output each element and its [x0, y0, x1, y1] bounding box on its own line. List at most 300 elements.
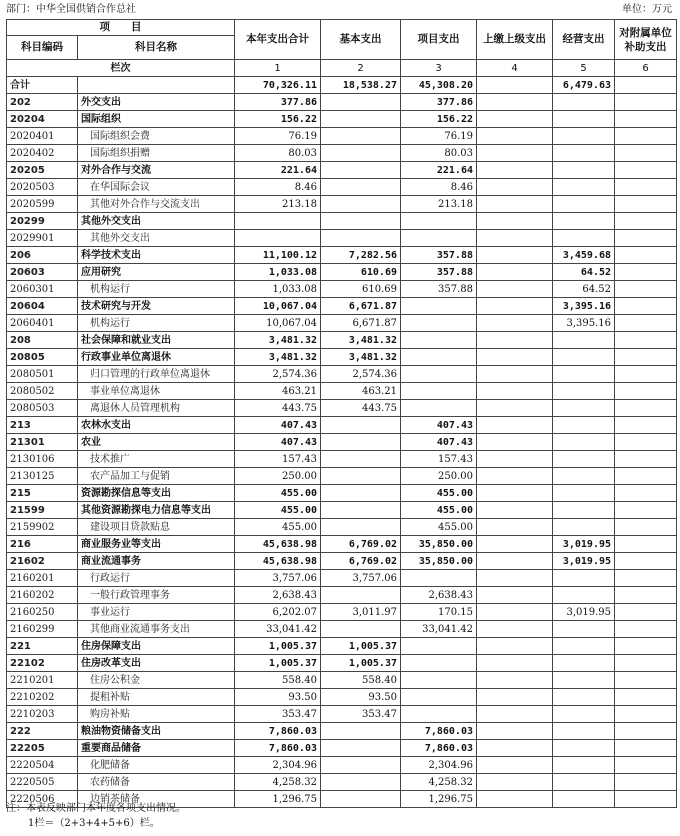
subject-code-cell: 2020503 — [7, 179, 78, 196]
index-cell: 2 — [321, 60, 401, 77]
project-cell: 2,638.43 — [401, 587, 477, 604]
index-cell: 6 — [615, 60, 677, 77]
business-header: 经营支出 — [553, 20, 615, 60]
table-body — [7, 77, 677, 808]
subject-code-cell: 20604 — [7, 298, 78, 315]
subject-code-cell: 2220506 — [7, 791, 78, 808]
total-cell: 4,258.32 — [235, 774, 321, 791]
business-cell: 3,019.95 — [553, 553, 615, 570]
basic-cell: 6,671.87 — [321, 298, 401, 315]
subject-code-cell: 2080503 — [7, 400, 78, 417]
table-row — [7, 247, 677, 264]
upper-cell — [477, 349, 553, 366]
table-row — [7, 264, 677, 281]
total-cell: 2,304.96 — [235, 757, 321, 774]
upper-cell — [477, 757, 553, 774]
subject-name-cell: 在华国际会议 — [78, 179, 235, 196]
table-row — [7, 196, 677, 213]
subsidy-cell — [615, 740, 677, 757]
subject-name-cell: 其他对外合作与交流支出 — [78, 196, 235, 213]
total-cell: 250.00 — [235, 468, 321, 485]
table-row — [7, 230, 677, 247]
business-cell — [553, 128, 615, 145]
project-cell: 250.00 — [401, 468, 477, 485]
total-cell: 3,481.32 — [235, 349, 321, 366]
upper-cell — [477, 621, 553, 638]
basic-cell — [321, 417, 401, 434]
table-row — [7, 281, 677, 298]
total-cell: 10,067.04 — [235, 315, 321, 332]
project-cell: 1,296.75 — [401, 791, 477, 808]
upper-cell — [477, 723, 553, 740]
business-cell — [553, 332, 615, 349]
project-cell: 33,041.42 — [401, 621, 477, 638]
subject-name-cell: 商业流通事务 — [78, 553, 235, 570]
subject-code-cell: 2159902 — [7, 519, 78, 536]
name-header: 科目名称 — [78, 36, 235, 60]
basic-cell — [321, 757, 401, 774]
subject-name-cell: 一般行政管理事务 — [78, 587, 235, 604]
basic-cell — [321, 468, 401, 485]
subject-name-cell: 建设项目贷款贴息 — [78, 519, 235, 536]
upper-cell — [477, 451, 553, 468]
basic-cell — [321, 791, 401, 808]
project-cell: 357.88 — [401, 281, 477, 298]
subject-code-cell: 21599 — [7, 502, 78, 519]
business-cell: 64.52 — [553, 281, 615, 298]
subject-code-cell: 20805 — [7, 349, 78, 366]
business-cell — [553, 638, 615, 655]
business-cell — [553, 145, 615, 162]
subsidy-cell — [615, 774, 677, 791]
subject-name-cell: 归口管理的行政单位离退休 — [78, 366, 235, 383]
subsidy-cell — [615, 128, 677, 145]
table-row — [7, 349, 677, 366]
subsidy-cell — [615, 587, 677, 604]
upper-cell — [477, 247, 553, 264]
business-cell — [553, 672, 615, 689]
business-cell — [553, 196, 615, 213]
subject-name-cell: 社会保障和就业支出 — [78, 332, 235, 349]
business-cell — [553, 230, 615, 247]
basic-cell — [321, 723, 401, 740]
subject-code-cell: 2210201 — [7, 672, 78, 689]
basic-cell: 558.40 — [321, 672, 401, 689]
subsidy-cell — [615, 604, 677, 621]
upper-cell — [477, 689, 553, 706]
business-cell — [553, 383, 615, 400]
business-cell — [553, 519, 615, 536]
table-row — [7, 434, 677, 451]
subsidy-cell — [615, 723, 677, 740]
basic-cell: 610.69 — [321, 264, 401, 281]
subject-code-cell: 20205 — [7, 162, 78, 179]
project-cell — [401, 213, 477, 230]
subsidy-cell — [615, 145, 677, 162]
subject-code-cell: 2220505 — [7, 774, 78, 791]
expenditure-table — [6, 19, 677, 808]
total-cell: 3,481.32 — [235, 332, 321, 349]
subject-code-cell: 2020599 — [7, 196, 78, 213]
subsidy-cell — [615, 672, 677, 689]
project-cell: 7,860.03 — [401, 723, 477, 740]
upper-cell — [477, 553, 553, 570]
upper-cell — [477, 264, 553, 281]
business-cell — [553, 706, 615, 723]
index-row — [7, 60, 677, 77]
subject-code-cell: 20299 — [7, 213, 78, 230]
total-cell: 156.22 — [235, 111, 321, 128]
subject-code-cell: 2130125 — [7, 468, 78, 485]
table-row — [7, 315, 677, 332]
subject-name-cell: 技术研究与开发 — [78, 298, 235, 315]
total-cell: 455.00 — [235, 485, 321, 502]
project-cell — [401, 689, 477, 706]
project-cell: 221.64 — [401, 162, 477, 179]
subsidy-cell — [615, 111, 677, 128]
project-cell: 455.00 — [401, 519, 477, 536]
upper-cell — [477, 77, 553, 94]
upper-cell — [477, 638, 553, 655]
subsidy-cell — [615, 570, 677, 587]
total-cell: 1,033.08 — [235, 281, 321, 298]
project-cell — [401, 706, 477, 723]
business-cell — [553, 349, 615, 366]
business-cell: 6,479.63 — [553, 77, 615, 94]
basic-cell: 18,538.27 — [321, 77, 401, 94]
business-cell — [553, 621, 615, 638]
subject-name-cell: 国际组织 — [78, 111, 235, 128]
total-cell: 213.18 — [235, 196, 321, 213]
subject-code-cell: 22102 — [7, 655, 78, 672]
table-row — [7, 604, 677, 621]
subject-name-cell: 购房补贴 — [78, 706, 235, 723]
business-cell: 3,395.16 — [553, 315, 615, 332]
upper-cell — [477, 791, 553, 808]
subject-name-cell: 其他外交支出 — [78, 230, 235, 247]
upper-cell — [477, 145, 553, 162]
subsidy-cell — [615, 434, 677, 451]
table-row — [7, 77, 677, 94]
business-cell — [553, 485, 615, 502]
note-line-1: 注：本表反映部门本年度各项支出情况。 — [6, 803, 186, 814]
business-cell — [553, 791, 615, 808]
basic-cell — [321, 434, 401, 451]
department-label: 部门：中华全国供销合作总社 — [6, 4, 136, 15]
basic-cell — [321, 196, 401, 213]
upper-cell — [477, 536, 553, 553]
subject-code-cell: 20603 — [7, 264, 78, 281]
index-cell: 5 — [553, 60, 615, 77]
subject-name-cell: 住房保障支出 — [78, 638, 235, 655]
table-row — [7, 689, 677, 706]
subsidy-cell — [615, 451, 677, 468]
project-cell — [401, 638, 477, 655]
basic-cell — [321, 162, 401, 179]
business-cell — [553, 366, 615, 383]
business-cell — [553, 689, 615, 706]
subject-name-cell: 化肥储备 — [78, 757, 235, 774]
subsidy-cell — [615, 485, 677, 502]
subject-code-cell: 216 — [7, 536, 78, 553]
table-row — [7, 145, 677, 162]
total-cell: 2,574.36 — [235, 366, 321, 383]
basic-cell — [321, 230, 401, 247]
subject-name-cell: 事业运行 — [78, 604, 235, 621]
subject-name-cell: 行政事业单位离退休 — [78, 349, 235, 366]
subject-code-cell: 合计 — [7, 77, 78, 94]
upper-cell — [477, 366, 553, 383]
index-cell: 4 — [477, 60, 553, 77]
subject-name-cell: 重要商品储备 — [78, 740, 235, 757]
total-cell: 70,326.11 — [235, 77, 321, 94]
upper-cell — [477, 774, 553, 791]
subsidy-cell — [615, 417, 677, 434]
subject-name-cell: 住房公积金 — [78, 672, 235, 689]
subject-code-cell: 2160299 — [7, 621, 78, 638]
total-cell: 10,067.04 — [235, 298, 321, 315]
subject-code-cell: 206 — [7, 247, 78, 264]
table-row — [7, 757, 677, 774]
business-cell — [553, 757, 615, 774]
basic-cell — [321, 774, 401, 791]
subsidy-cell — [615, 196, 677, 213]
subject-code-cell: 2020401 — [7, 128, 78, 145]
subject-name-cell: 离退休人员管理机构 — [78, 400, 235, 417]
project-cell — [401, 655, 477, 672]
subject-name-cell: 机构运行 — [78, 315, 235, 332]
upper-cell — [477, 230, 553, 247]
index-label: 栏次 — [7, 60, 235, 77]
subsidy-cell — [615, 757, 677, 774]
subject-name-cell: 对外合作与交流 — [78, 162, 235, 179]
subject-name-cell: 应用研究 — [78, 264, 235, 281]
upper-cell — [477, 604, 553, 621]
subject-name-cell: 行政运行 — [78, 570, 235, 587]
project-cell: 8.46 — [401, 179, 477, 196]
subject-code-cell: 222 — [7, 723, 78, 740]
basic-cell: 6,769.02 — [321, 553, 401, 570]
upper-cell — [477, 502, 553, 519]
upper-cell — [477, 94, 553, 111]
subject-code-cell: 221 — [7, 638, 78, 655]
project-cell: 377.86 — [401, 94, 477, 111]
subsidy-cell — [615, 315, 677, 332]
basic-cell: 1,005.37 — [321, 655, 401, 672]
business-cell — [553, 179, 615, 196]
basic-cell — [321, 145, 401, 162]
upper-cell — [477, 417, 553, 434]
business-cell: 3,019.95 — [553, 536, 615, 553]
code-header: 科目编码 — [7, 36, 78, 60]
subject-code-cell: 2160250 — [7, 604, 78, 621]
table-row — [7, 417, 677, 434]
project-cell: 357.88 — [401, 264, 477, 281]
upper-cell — [477, 519, 553, 536]
upper-cell — [477, 706, 553, 723]
total-cell: 455.00 — [235, 519, 321, 536]
upper-header: 上缴上级支出 — [477, 20, 553, 60]
subject-name-cell: 粮油物资储备支出 — [78, 723, 235, 740]
subsidy-cell — [615, 298, 677, 315]
subject-name-cell: 技术推广 — [78, 451, 235, 468]
business-cell: 3,019.95 — [553, 604, 615, 621]
table-row — [7, 502, 677, 519]
subsidy-cell — [615, 281, 677, 298]
subsidy-cell — [615, 94, 677, 111]
table-row — [7, 451, 677, 468]
project-cell: 76.19 — [401, 128, 477, 145]
subsidy-cell — [615, 77, 677, 94]
business-cell — [553, 162, 615, 179]
subject-code-cell: 2210203 — [7, 706, 78, 723]
total-cell — [235, 213, 321, 230]
basic-cell: 93.50 — [321, 689, 401, 706]
project-cell — [401, 672, 477, 689]
project-header: 项目支出 — [401, 20, 477, 60]
table-row — [7, 111, 677, 128]
total-cell: 353.47 — [235, 706, 321, 723]
business-cell: 64.52 — [553, 264, 615, 281]
index-cell: 3 — [401, 60, 477, 77]
upper-cell — [477, 315, 553, 332]
subsidy-cell — [615, 400, 677, 417]
business-cell — [553, 587, 615, 604]
table-row — [7, 553, 677, 570]
project-cell: 170.15 — [401, 604, 477, 621]
project-cell: 7,860.03 — [401, 740, 477, 757]
total-cell: 407.43 — [235, 417, 321, 434]
table-row — [7, 706, 677, 723]
subject-code-cell: 20204 — [7, 111, 78, 128]
basic-cell — [321, 587, 401, 604]
basic-cell: 3,011.97 — [321, 604, 401, 621]
total-cell: 221.64 — [235, 162, 321, 179]
basic-cell — [321, 485, 401, 502]
upper-cell — [477, 468, 553, 485]
subsidy-cell — [615, 791, 677, 808]
basic-cell: 3,481.32 — [321, 332, 401, 349]
subject-name-cell: 农林水支出 — [78, 417, 235, 434]
total-cell: 443.75 — [235, 400, 321, 417]
subsidy-cell — [615, 383, 677, 400]
project-cell — [401, 315, 477, 332]
basic-cell — [321, 502, 401, 519]
basic-cell: 6,769.02 — [321, 536, 401, 553]
header-row-top — [7, 20, 677, 36]
project-cell — [401, 349, 477, 366]
table-row — [7, 570, 677, 587]
project-cell: 35,850.00 — [401, 553, 477, 570]
business-cell — [553, 570, 615, 587]
project-cell: 156.22 — [401, 111, 477, 128]
table-row — [7, 94, 677, 111]
basic-cell: 443.75 — [321, 400, 401, 417]
project-cell: 455.00 — [401, 502, 477, 519]
subject-name-cell: 边销茶储备 — [78, 791, 235, 808]
business-cell — [553, 417, 615, 434]
business-cell — [553, 740, 615, 757]
table-row — [7, 519, 677, 536]
subject-name-cell: 农药储备 — [78, 774, 235, 791]
subsidy-cell — [615, 536, 677, 553]
total-cell: 8.46 — [235, 179, 321, 196]
project-cell — [401, 332, 477, 349]
subject-code-cell: 2130106 — [7, 451, 78, 468]
subject-code-cell: 213 — [7, 417, 78, 434]
basic-cell: 353.47 — [321, 706, 401, 723]
subject-code-cell: 2029901 — [7, 230, 78, 247]
table-row — [7, 179, 677, 196]
subject-name-cell: 国际组织捐赠 — [78, 145, 235, 162]
upper-cell — [477, 213, 553, 230]
subsidy-header: 对附属单位补助支出 — [615, 20, 677, 60]
upper-cell — [477, 485, 553, 502]
total-cell: 6,202.07 — [235, 604, 321, 621]
basic-cell — [321, 451, 401, 468]
subject-name-cell: 其他资源勘探电力信息等支出 — [78, 502, 235, 519]
project-cell: 455.00 — [401, 485, 477, 502]
subsidy-cell — [615, 621, 677, 638]
basic-cell — [321, 94, 401, 111]
subject-code-cell: 2210202 — [7, 689, 78, 706]
project-cell: 407.43 — [401, 417, 477, 434]
total-cell: 2,638.43 — [235, 587, 321, 604]
upper-cell — [477, 162, 553, 179]
table-row — [7, 621, 677, 638]
subsidy-cell — [615, 502, 677, 519]
upper-cell — [477, 400, 553, 417]
footnotes — [6, 801, 186, 831]
subsidy-cell — [615, 247, 677, 264]
table-row — [7, 723, 677, 740]
subject-name-cell: 资源勘探信息等支出 — [78, 485, 235, 502]
table-row — [7, 587, 677, 604]
project-cell: 357.88 — [401, 247, 477, 264]
basic-cell: 3,757.06 — [321, 570, 401, 587]
total-cell: 93.50 — [235, 689, 321, 706]
subject-name-cell: 国际组织会费 — [78, 128, 235, 145]
table-row — [7, 638, 677, 655]
project-cell: 45,308.20 — [401, 77, 477, 94]
table-row — [7, 213, 677, 230]
basic-cell: 2,574.36 — [321, 366, 401, 383]
project-cell: 157.43 — [401, 451, 477, 468]
basic-cell: 1,005.37 — [321, 638, 401, 655]
subject-name-cell: 机构运行 — [78, 281, 235, 298]
unit-label: 单位：万元 — [622, 4, 672, 15]
subject-code-cell: 2160202 — [7, 587, 78, 604]
business-cell — [553, 400, 615, 417]
project-cell: 213.18 — [401, 196, 477, 213]
upper-cell — [477, 111, 553, 128]
subsidy-cell — [615, 332, 677, 349]
subject-name-cell: 提租补贴 — [78, 689, 235, 706]
total-cell: 45,638.98 — [235, 536, 321, 553]
subject-code-cell: 21602 — [7, 553, 78, 570]
subject-code-cell: 22205 — [7, 740, 78, 757]
table-row — [7, 774, 677, 791]
subject-code-cell: 2060401 — [7, 315, 78, 332]
table-row — [7, 383, 677, 400]
subsidy-cell — [615, 230, 677, 247]
subject-name-cell: 科学技术支出 — [78, 247, 235, 264]
upper-cell — [477, 298, 553, 315]
subject-name-cell: 事业单位离退休 — [78, 383, 235, 400]
total-cell: 1,033.08 — [235, 264, 321, 281]
total-cell: 1,005.37 — [235, 638, 321, 655]
basic-cell: 6,671.87 — [321, 315, 401, 332]
